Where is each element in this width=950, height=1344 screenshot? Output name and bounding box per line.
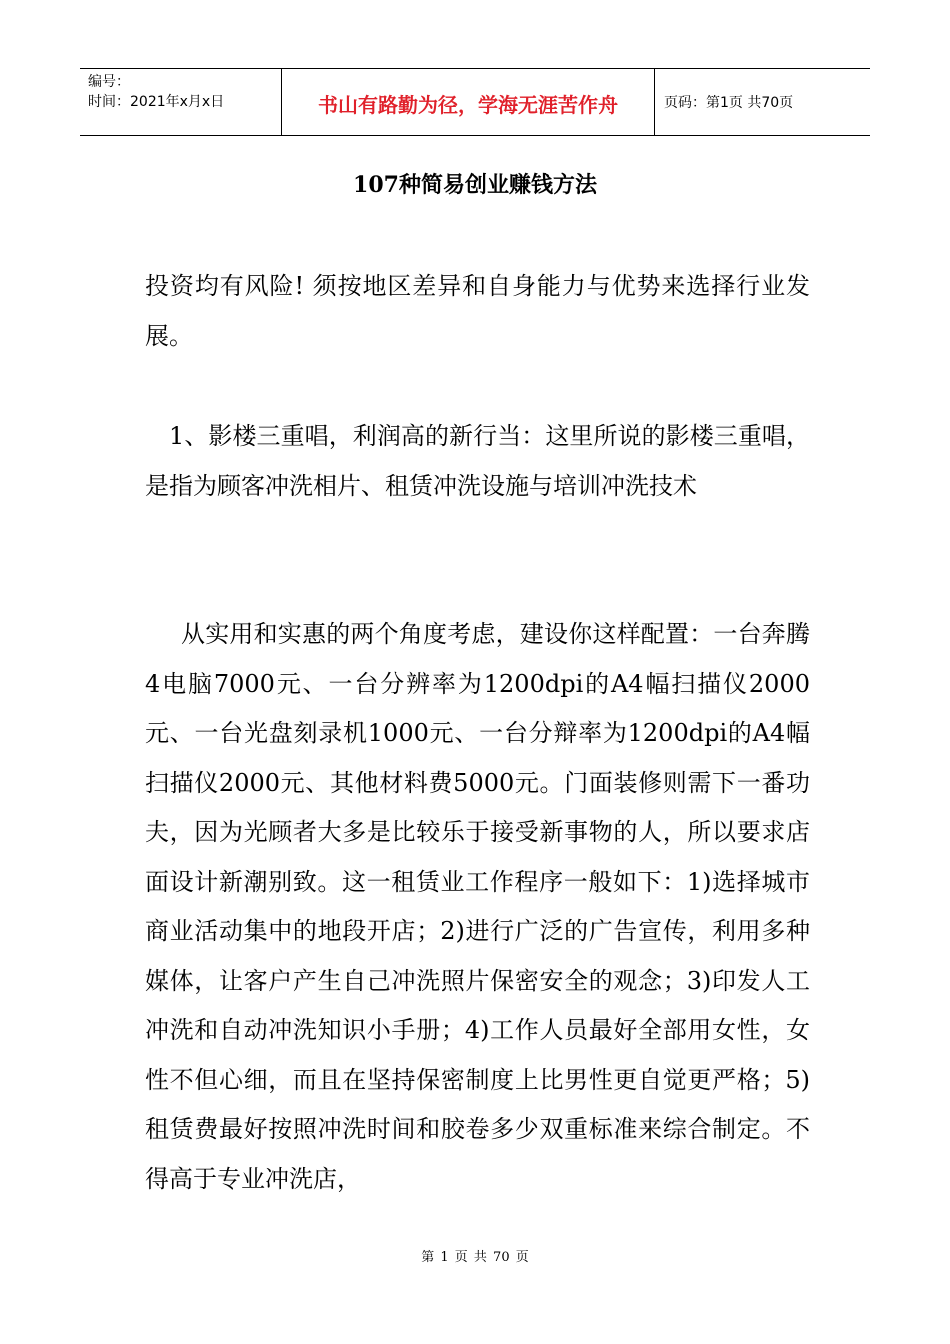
body-paragraph-1: 1、影楼三重唱，利润高的新行当：这里所说的影楼三重唱，是指为顾客冲洗相片、租赁冲洗设施与培训冲洗技术 — [145, 422, 810, 500]
page-footer: 第 1 页 共 70 页 — [421, 1250, 529, 1265]
motto-text: 书山有路勤为径，学海无涯苦作舟 — [318, 92, 618, 117]
header-motto-cell — [281, 69, 655, 135]
intro-paragraph: 投资均有风险! 须按地区差异和自身能力与优势来选择行业发展。 — [145, 272, 810, 350]
page-info: 页码：第1页 共70页 — [664, 95, 794, 111]
time-label: 时间：2021年x月x日 — [88, 94, 225, 110]
number-label: 编号： — [88, 74, 130, 90]
header-meta — [80, 69, 281, 135]
page-header — [80, 68, 870, 136]
body-paragraph-2: 从实用和实惠的两个角度考虑，建设你这样配置：一台奔腾4电脑7000元、一台分辨率为1200dpi的A4幅扫描仪2000元、一台光盘刻录机1000元、一台分辩率为1200dpi的A4幅扫描仪2000元、其他材料费5000元。门面装修则需下一番功夫，因为光顾者大多是比较乐于接受新事物的人，所以要求店面设计新潮别致。这一租赁业工作程序一般如下：1)选择城市商业活动集中的地段开店；2)进行广泛的广告宣传，利用多种媒体，让客户产生自己冲洗照片保密安全的观念；3)印发人工冲洗和自动冲洗知识小手册；4)工作人员最好全部用女性，女性不但心细，而且在坚持保密制度上比男性更自觉更严格；5)租赁费最好按照冲洗时间和胶卷多少双重标准来综合制定。不得高于专业冲洗店， — [145, 620, 810, 1193]
header-page-cell — [655, 69, 870, 135]
document-title: 107种简易创业赚钱方法 — [353, 172, 597, 198]
